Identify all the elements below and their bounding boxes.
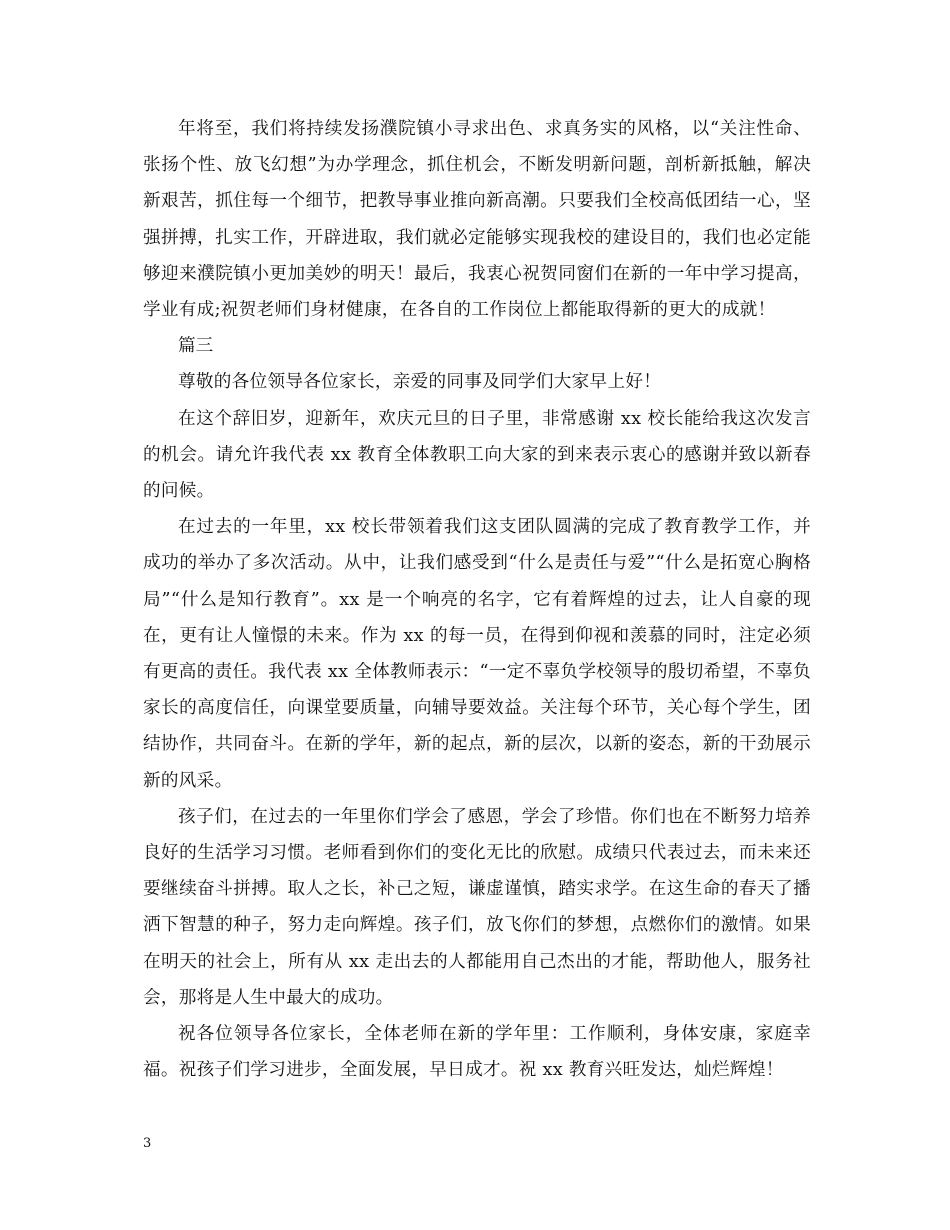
- paragraph-past-year: 在过去的一年里，xx 校长带领着我们这支团队圆满的完成了教育教学工作，并成功的举办了多次活动。从中，让我们感受到“什么是责任与爱”“什么是拓宽心胸格局”“什么是知行教育”。xx 是一个响亮的名字，它有着辉煌的过去，让人自豪的现在，更有让人憧憬的未来。作为 xx 的每一员，在得到仰视和羡慕的同时，注定必须有更高的责任。我代表 xx 全体教师表示：“一定不辜负学校领导的殷切希望，不辜负家长的高度信任，向课堂要质量，向辅导要效益。关注每个环节，关心每个学生，团结协作，共同奋斗。在新的学年，新的起点，新的层次，以新的姿态，新的干劲展示新的风采。: [143, 517, 811, 791]
- section-heading: 篇三: [178, 336, 214, 357]
- paragraph-children: 孩子们，在过去的一年里你们学会了感恩，学会了珍惜。你们也在不断努力培养良好的生活学习习惯。老师看到你们的变化无比的欣慰。成绩只代表过去，而未来还要继续奋斗拼搏。取人之长，补己之短，谦虚谨慎，踏实求学。在这生命的春天了播洒下智慧的种子，努力走向辉煌。孩子们，放飞你们的梦想，点燃你们的激情。如果在明天的社会上，所有从 xx 走出去的人都能用自己杰出的才能，帮助他人，服务社会，那将是人生中最大的成功。: [143, 806, 811, 1008]
- paragraph-thanks: 在这个辞旧岁，迎新年，欢庆元旦的日子里，非常感谢 xx 校长能给我这次发言的机会。请允许我代表 xx 教育全体教职工向大家的到来表示衷心的感谢并致以新春的问候。: [143, 408, 811, 502]
- paragraph-greeting: 尊敬的各位领导各位家长，亲爱的同事及同学们大家早上好！: [178, 372, 662, 393]
- paragraph-closing-speech: 年将至，我们将持续发扬濮院镇小寻求出色、求真务实的风格，以“关注性命、张扬个性、放飞幻想”为办学理念，抓住机会，不断发明新问题，剖析新抵触，解决新艰苦，抓住每一个细节，把教导事业推向新高潮。只要我们全校高低团结一心，坚强拼搏，扎实工作，开辟进取，我们就必定能够实现我校的建设目的，我们也必定能够迎来濮院镇小更加美妙的明天！最后，我衷心祝贺同窗们在新的一年中学习提高，学业有成;祝贺老师们身材健康，在各自的工作岗位上都能取得新的更大的成就！: [143, 119, 811, 321]
- page-number: 3: [143, 1136, 152, 1151]
- paragraph-wishes: 祝各位领导各位家长，全体老师在新的学年里：工作顺利，身体安康，家庭幸福。祝孩子们学习进步，全面发展，早日成才。祝 xx 教育兴旺发达，灿烂辉煌！: [143, 1024, 811, 1081]
- document-body: [143, 111, 811, 1088]
